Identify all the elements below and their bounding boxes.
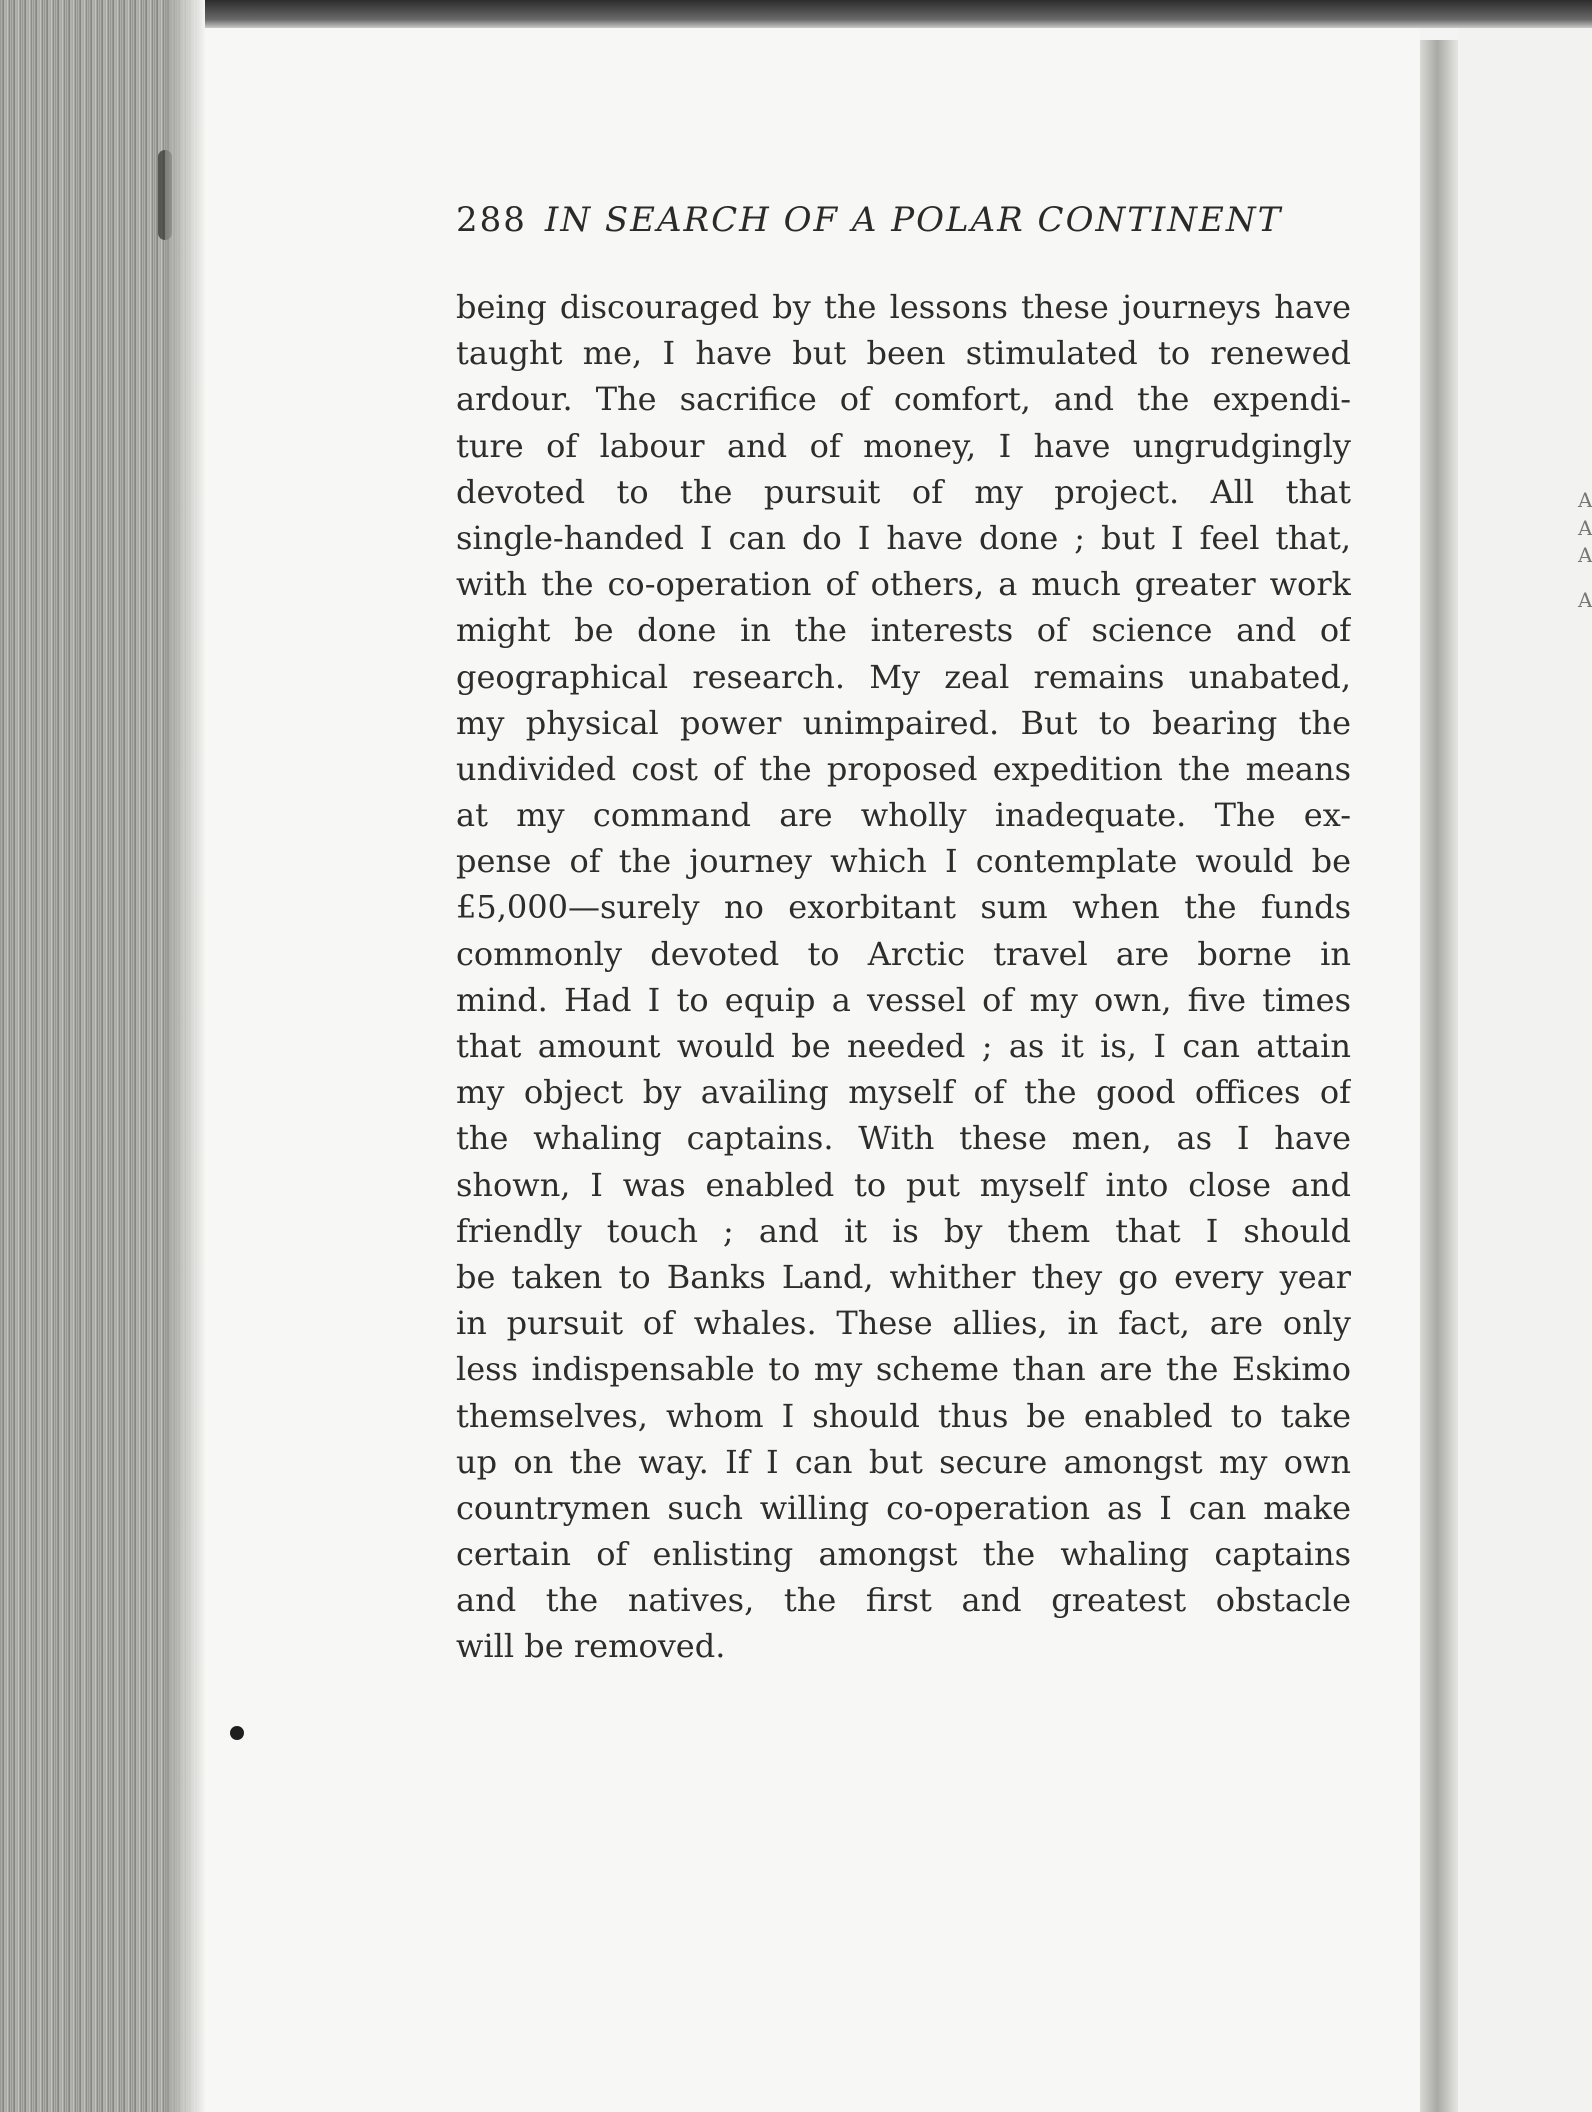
- text-line: countrymen such willing co-operation as I can make: [456, 1488, 1351, 1527]
- book-gutter: [1420, 40, 1458, 2112]
- edge-smudge: [158, 150, 172, 240]
- facing-page-letter: A: [1578, 543, 1592, 567]
- page-number: 288: [456, 200, 527, 240]
- text-line: certain of enlisting amongst the whaling captains: [456, 1535, 1351, 1574]
- text-line: my object by availing myself of the good offices of: [456, 1073, 1351, 1112]
- facing-page-letter: A: [1578, 588, 1592, 612]
- facing-page-letter: A: [1578, 516, 1592, 540]
- ink-dot-mark: [230, 1726, 244, 1740]
- book-page-edges: [0, 0, 205, 2112]
- text-line: devoted to the pursuit of my project. All that: [456, 472, 1351, 511]
- text-line: with the co-operation of others, a much greater work: [456, 565, 1351, 604]
- text-line: that amount would be needed ; as it is, I can attain: [456, 1027, 1351, 1065]
- scanner-top-edge: [0, 0, 1592, 28]
- text-line: commonly devoted to Arctic travel are borne in: [456, 934, 1351, 973]
- text-line: the whaling captains. With these men, as I have: [456, 1119, 1351, 1158]
- text-line: ardour. The sacrifice of comfort, and the expendi-: [456, 380, 1351, 419]
- text-line: be taken to Banks Land, whither they go every year: [456, 1257, 1351, 1296]
- text-line: being discouraged by the lessons these journeys have: [456, 288, 1351, 326]
- running-title: IN SEARCH OF A POLAR CONTINENT: [544, 200, 1283, 240]
- text-line: taught me, I have but been stimulated to renewed: [456, 334, 1351, 373]
- text-line: friendly touch ; and it is by them that I should: [456, 1211, 1351, 1250]
- text-line: and the natives, the first and greatest obstacle: [456, 1581, 1351, 1620]
- text-line: up on the way. If I can but secure amongst my own: [456, 1442, 1351, 1481]
- page-body-text: [456, 284, 1351, 1670]
- facing-page-letter: A: [1578, 488, 1592, 512]
- facing-page-sliver: [1458, 28, 1592, 2112]
- text-line: might be done in the interests of science and of: [456, 611, 1351, 650]
- text-line: undivided cost of the proposed expedition the means: [456, 749, 1351, 788]
- text-line: geographical research. My zeal remains unabated,: [456, 657, 1351, 696]
- text-line: themselves, whom I should thus be enabled to take: [456, 1396, 1351, 1435]
- text-line: mind. Had I to equip a vessel of my own, five times: [456, 980, 1351, 1019]
- text-line: will be removed.: [456, 1627, 726, 1666]
- text-line: £5,000—surely no exorbitant sum when the funds: [456, 888, 1351, 927]
- text-line: in pursuit of whales. These allies, in fact, are only: [456, 1304, 1351, 1343]
- text-line: at my command are wholly inadequate. The ex-: [456, 796, 1351, 835]
- text-line: shown, I was enabled to put myself into close and: [456, 1165, 1351, 1204]
- text-line: less indispensable to my scheme than are the Eskimo: [456, 1350, 1351, 1389]
- text-line: my physical power unimpaired. But to bearing the: [456, 703, 1351, 742]
- text-line: pense of the journey which I contemplate would be: [456, 842, 1351, 881]
- running-head: [456, 200, 1336, 240]
- text-line: single-handed I can do I have done ; but I feel that,: [456, 518, 1351, 557]
- text-line: ture of labour and of money, I have ungrudgingly: [456, 426, 1351, 465]
